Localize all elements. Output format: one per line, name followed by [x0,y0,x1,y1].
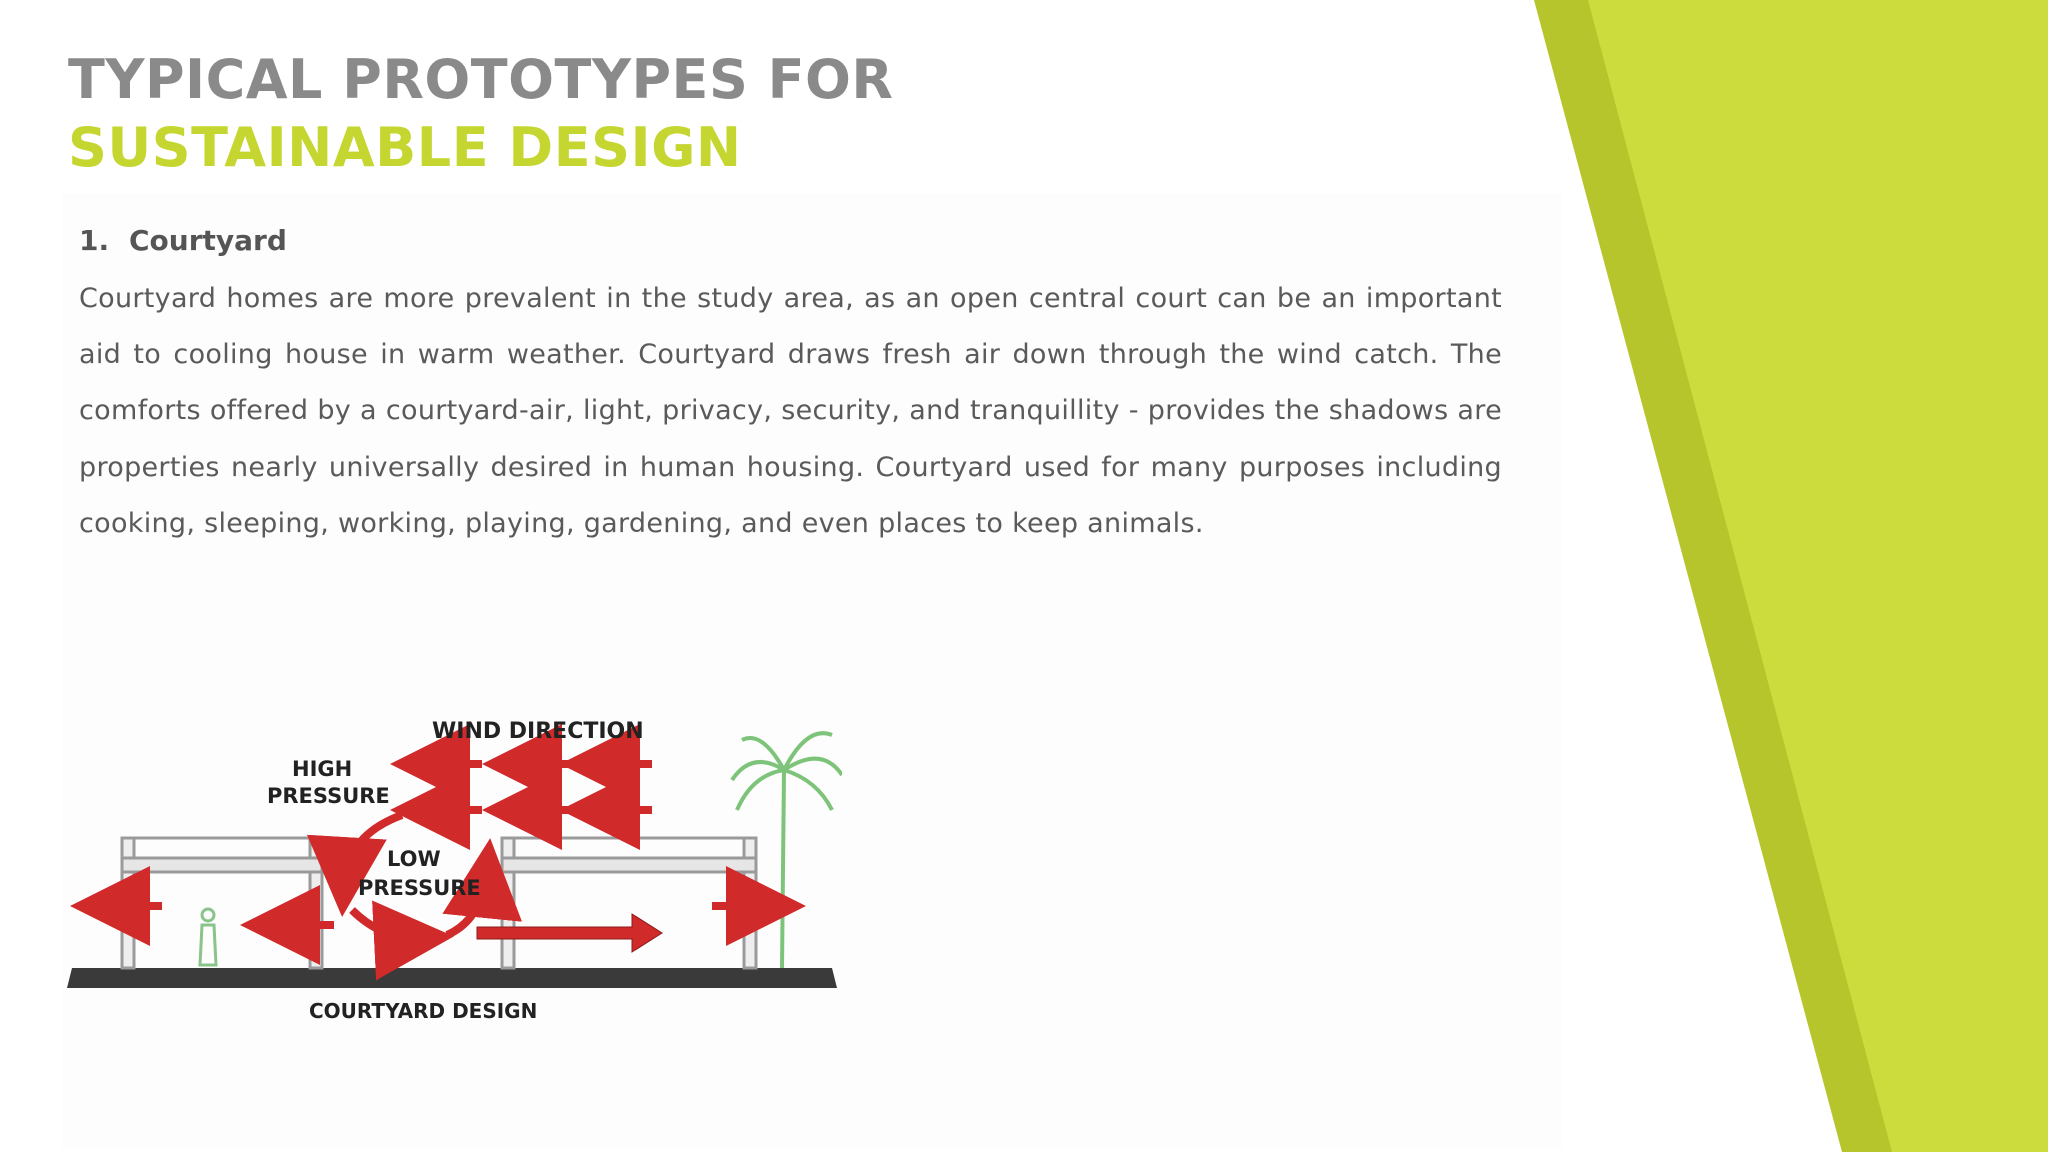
title-line-1: TYPICAL PROTOTYPES FOR [68,48,894,111]
courtyard-diagram [62,700,842,1030]
high-pressure-label-1: HIGH [292,757,353,781]
section-body: Courtyard homes are more prevalent in the study area, as an open central court can be an important aid to cooling house in warm weather. Courtyard draws fresh air down through the wind catch. The comforts offered by a courtyard-air, light, privacy, security, and tranquillity - provides the shadows are properties nearly universally desired in human housing. Courtyard used for many purposes including cooking, sleeping, working, playing, gardening, and even places to keep animals. [79,283,1502,539]
low-pressure-label-2: PRESSURE [358,876,481,900]
section-number: 1. [79,224,110,257]
wind-arrows [422,764,652,810]
wind-direction-label: WIND DIRECTION [432,719,644,744]
title-line-2: SUSTAINABLE DESIGN [68,116,742,179]
low-pressure-label-1: LOW [387,847,441,871]
ground-slab [67,968,837,988]
person-icon [200,909,216,965]
diagram-caption: COURTYARD DESIGN [309,999,538,1023]
section-title: Courtyard [129,224,287,257]
section-heading [79,224,287,257]
courtyard-diagram-drawing [62,700,842,1030]
page-title [68,46,894,182]
high-pressure-label-2: PRESSURE [267,784,390,808]
